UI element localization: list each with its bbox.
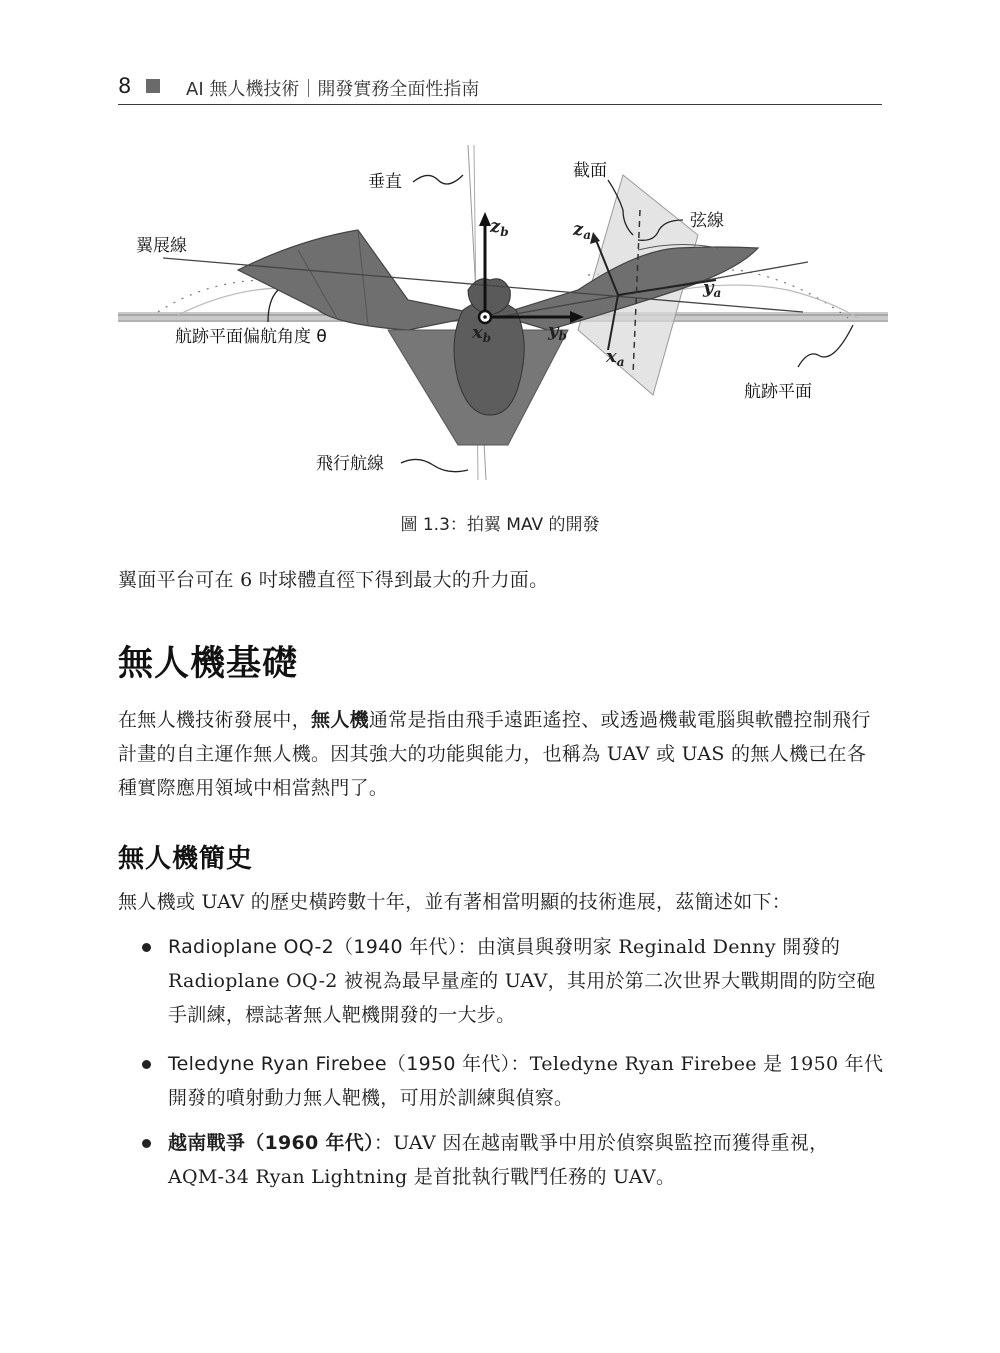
- x-a-label: $x_a$: [606, 346, 625, 369]
- flight-line-label: 飛行航線: [316, 454, 384, 474]
- list-item-text: [168, 1047, 884, 1115]
- list-item-body: ：Teledyne Ryan Firebee 是 1950 年代開發的噴射動力無人靶機，可用於訓練與偵察。: [168, 1053, 884, 1109]
- list-item-body: ：UAV 因在越南戰爭中用於偵察與監控而獲得重視，AQM-34 Ryan Lightning 是首批執行戰鬥任務的 UAV。: [168, 1132, 829, 1188]
- list-item-head: Teledyne Ryan Firebee（1950 年代）: [168, 1053, 511, 1075]
- track-yaw-label: 航跡平面偏航角度 θ: [175, 327, 327, 347]
- running-title: AI 無人機技術｜開發實務全面性指南: [186, 79, 480, 100]
- list-item-head: 越南戰爭（1960 年代）: [168, 1132, 374, 1154]
- list-item-text: [168, 930, 884, 1032]
- bullet-icon: [142, 1060, 151, 1069]
- section-label: 截面: [573, 161, 607, 181]
- leader-flight: [401, 459, 468, 471]
- list-item-text: [168, 1126, 884, 1194]
- origin-dot: [483, 315, 487, 319]
- section-paragraph: [118, 703, 884, 805]
- list-item-head: Radioplane OQ-2（1940 年代）: [168, 936, 458, 958]
- intro-paragraph: 翼面平台可在 6 吋球體直徑下得到最大的升力面。: [118, 569, 549, 591]
- figure-caption: 圖 1.3：拍翼 MAV 的開發: [400, 515, 600, 535]
- x-b-label: $x_b$: [472, 322, 492, 345]
- flapping-wing-figure: [118, 140, 888, 485]
- section-heading: 無人機基礎: [118, 644, 299, 684]
- bullet-icon: [142, 943, 151, 952]
- section-paragraph-rest: 通常是指由飛手遠距遙控、或透過機載電腦與軟體控制飛行計畫的自主運作無人機。因其強大的功能與能力，也稱為 UAV 或 UAS 的無人機已在各種實際應用領域中相當熱門了。: [118, 709, 871, 799]
- z-section-arrowhead: [590, 232, 600, 244]
- y-b-label: $y_b$: [548, 320, 567, 343]
- leader-track: [798, 325, 853, 367]
- y-a-label: $y_a$: [703, 277, 722, 300]
- page-number: 8: [118, 74, 132, 98]
- vertical-label: 垂直: [368, 172, 402, 192]
- z-a-label: $z_a$: [573, 219, 592, 242]
- page-header: [118, 70, 882, 105]
- track-plane-label: 航跡平面: [744, 382, 812, 402]
- chord-line-label: 弦線: [690, 211, 724, 231]
- wingspan-line-label: 翼展線: [136, 236, 187, 256]
- list-item-body: ：由演員與發明家 Reginald Denny 開發的 Radioplane OQ-2 被視為最早量產的 UAV，其用於第二次世界大戰期間的防空砲手訓練，標誌著無人靶機開發的一大步。: [168, 936, 876, 1026]
- figure-diagram: [118, 140, 888, 485]
- subsection-paragraph: 無人機或 UAV 的歷史橫跨數十年，並有著相當明顯的技術進展，茲簡述如下：: [118, 891, 792, 913]
- subsection-heading: 無人機簡史: [118, 844, 254, 874]
- header-square-icon: [146, 79, 160, 93]
- z-b-label: $z_b$: [490, 216, 509, 239]
- section-paragraph-bold: 無人機: [311, 709, 369, 731]
- leader-vertical: [413, 175, 463, 184]
- section-paragraph-lead: 在無人機技術發展中，: [118, 709, 312, 731]
- bullet-icon: [142, 1139, 151, 1148]
